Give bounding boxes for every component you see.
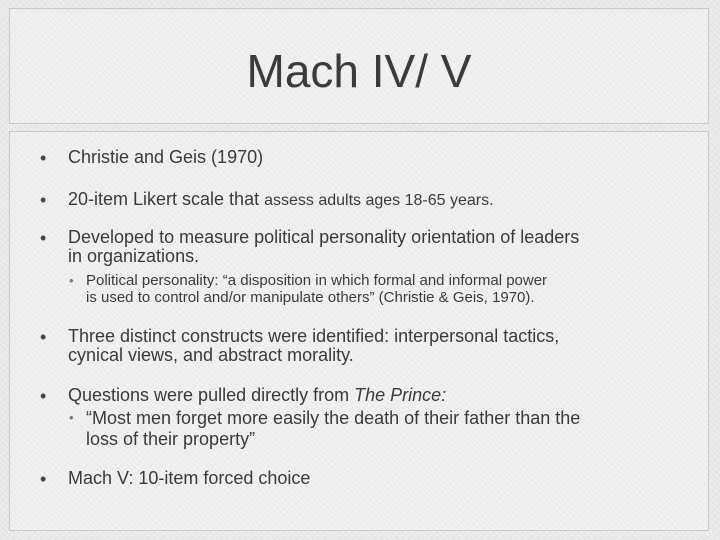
bullet-text-line: Three distinct constructs were identified: interpersonal tactics,	[68, 326, 560, 346]
sub-bullet-dot: •	[69, 273, 74, 288]
bullet-dot: •	[40, 228, 47, 248]
bullet-text-line: in organizations.	[68, 246, 200, 266]
bullet-dot: •	[40, 327, 47, 347]
bullet-dot: •	[40, 190, 47, 210]
sub-bullet-text-line: “Most men forget more easily the death of their father than the	[86, 408, 581, 428]
bullet-text	[68, 190, 658, 210]
bullet-text-line: Developed to measure political personality orientation of leaders	[68, 227, 580, 247]
bullet-text: Mach V: 10-item forced choice	[68, 468, 311, 488]
sub-bullet-text-line: Political personality: “a disposition in which formal and informal power	[86, 272, 548, 289]
sub-bullet-dot: •	[69, 410, 74, 425]
bullet-text-line: cynical views, and abstract morality.	[68, 345, 354, 365]
bullet-dot: •	[40, 469, 47, 489]
slide-title: Mach IV/ V	[246, 45, 472, 97]
bullet-text-part: Questions were pulled directly from	[68, 385, 355, 405]
sub-bullet-text-line: loss of their property”	[86, 429, 256, 449]
bullet-dot: •	[40, 148, 47, 168]
title-frame	[9, 8, 709, 124]
bullet-text: Christie and Geis (1970)	[68, 147, 264, 167]
sub-bullet-text-line: is used to control and/or manipulate others” (Christie & Geis, 1970).	[86, 289, 535, 306]
bullet-text	[68, 386, 658, 405]
bullet-text-part: 20-item Likert scale that	[68, 189, 265, 209]
book-title: The Prince:	[354, 385, 447, 405]
bullet-dot: •	[40, 386, 47, 406]
bullet-text-part: assess adults ages 18-65 years.	[264, 192, 494, 209]
